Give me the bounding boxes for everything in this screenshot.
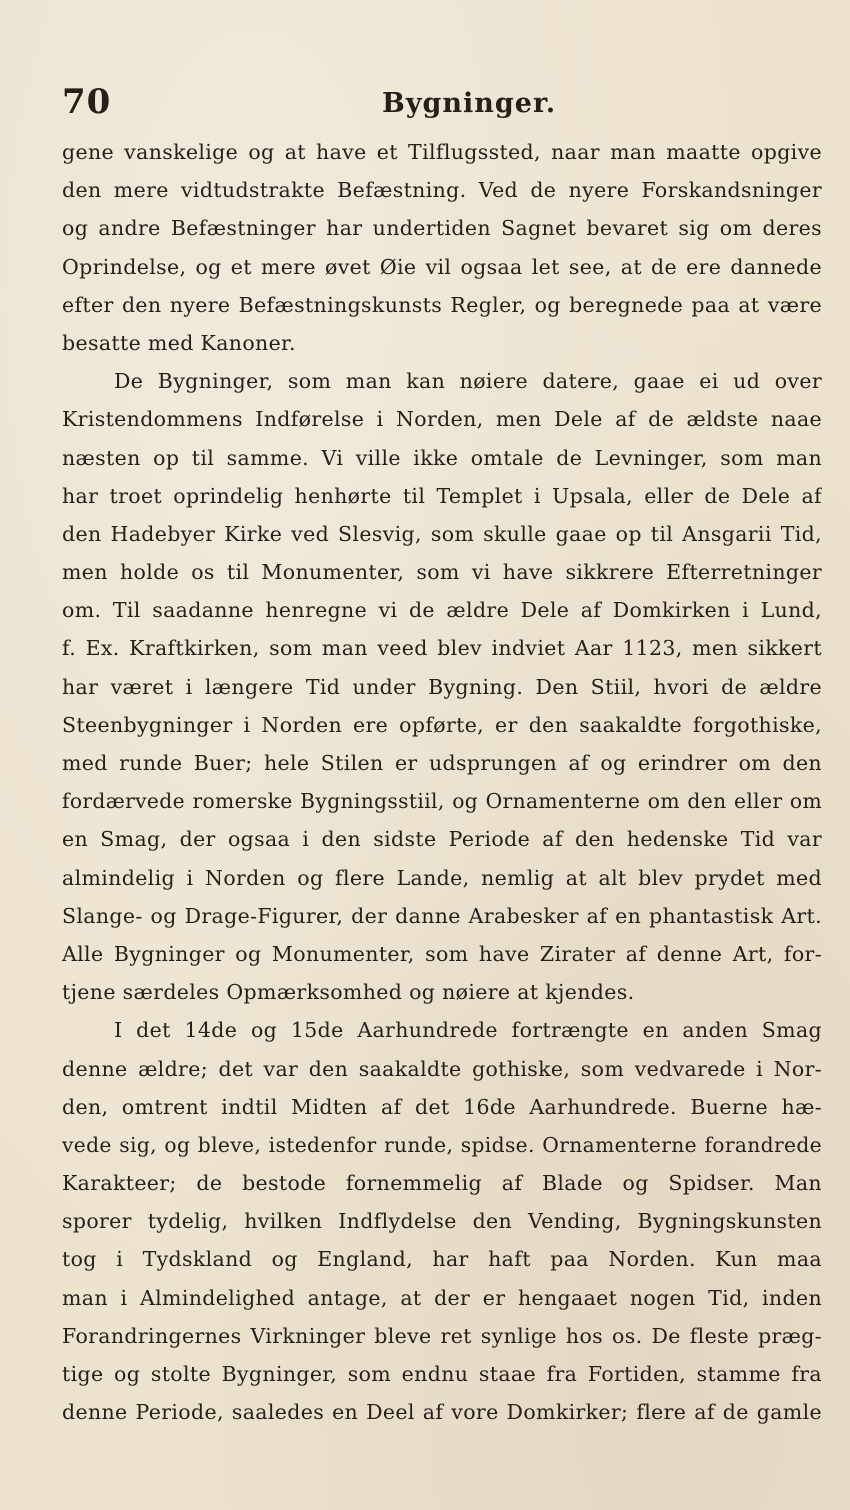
text-line: men holde os til Monumenter, som vi have sikkrere Efterretninger [62,560,822,585]
page-number: 70 [62,82,112,122]
text-line: denne ældre; det var den saakaldte gothiske, som vedvarede i Nor- [62,1056,822,1081]
text-line: denne Periode, saaledes en Deel af vore Domkirker; flere af de gamle [62,1400,822,1425]
text-line: den, omtrent indtil Midten af det 16de Aarhundrede. Buerne hæ- [62,1094,822,1119]
paragraph-first-line: I det 14de og 15de Aarhundrede fortrængte en anden Smag [114,1018,822,1043]
text-line: f. Ex. Kraftkirken, som man veed blev indviet Aar 1123, men sikkert [62,636,822,661]
text-line: Steenbygninger i Norden ere opførte, er den saakaldte forgothiske, [62,712,822,737]
text-line: om. Til saadanne henregne vi de ældre Dele af Domkirken i Lund, [62,598,822,623]
text-line: og andre Befæstninger har undertiden Sagnet bevaret sig om deres [62,216,822,241]
text-line: næsten op til samme. Vi ville ikke omtale de Levninger, som man [62,445,822,470]
text-line: fordærvede romerske Bygningsstiil, og Ornamenterne om den eller om [62,789,822,814]
text-line: tjene særdeles Opmærksomhed og nøiere at kjendes. [62,980,635,1005]
paragraph-first-line: De Bygninger, som man kan nøiere datere, gaae ei ud over [114,369,822,394]
body-text [62,133,822,1431]
text-line: Kristendommens Indførelse i Norden, men Dele af de ældste naae [62,407,822,432]
text-line: den mere vidtudstrakte Befæstning. Ved de nyere Forskandsninger [62,178,822,203]
running-title: Bygninger. [382,88,557,119]
text-line: den Hadebyer Kirke ved Slesvig, som skulle gaae op til Ansgarii Tid, [62,521,822,546]
text-line: Oprindelse, og et mere øvet Øie vil ogsaa let see, at de ere dannede [62,254,822,279]
text-line: almindelig i Norden og flere Lande, nemlig at alt blev prydet med [62,865,822,890]
text-line: Alle Bygninger og Monumenter, som have Zirater af denne Art, for- [62,941,822,966]
text-line: besatte med Kanoner. [62,330,296,355]
page-header [62,82,822,128]
text-line: tige og stolte Bygninger, som endnu staae fra Fortiden, stamme fra [62,1362,822,1386]
text-line: Karakteer; de bestode fornemmelig af Blade og Spidser. Man [62,1171,822,1196]
text-line: har været i længere Tid under Bygning. Den Stiil, hvori de ældre [62,674,822,699]
text-line: efter den nyere Befæstningskunsts Regler, og beregnede paa at være [62,292,822,317]
text-line: gene vanskelige og at have et Tilflugssted, naar man maatte opgive [62,140,822,164]
text-line: vede sig, og bleve, istedenfor runde, spidse. Ornamenterne forandrede [62,1132,822,1157]
text-line: Slange- og Drage-Figurer, der danne Arabesker af en phantastisk Art. [62,903,822,928]
text-line: har troet oprindelig henhørte til Templet i Upsala, eller de Dele af [62,483,822,508]
text-line: en Smag, der ogsaa i den sidste Periode af den hedenske Tid var [62,827,822,852]
text-line: tog i Tydskland og England, har haft paa Norden. Kun maa [62,1247,822,1272]
text-line: Forandringernes Virkninger bleve ret synlige hos os. De fleste præg- [62,1323,822,1348]
text-line: sporer tydelig, hvilken Indflydelse den Vending, Bygningskunsten [62,1209,822,1234]
text-line: med runde Buer; hele Stilen er udsprungen af og erindrer om den [62,751,822,775]
text-line: man i Almindelighed antage, at der er hengaaet nogen Tid, inden [62,1285,822,1310]
